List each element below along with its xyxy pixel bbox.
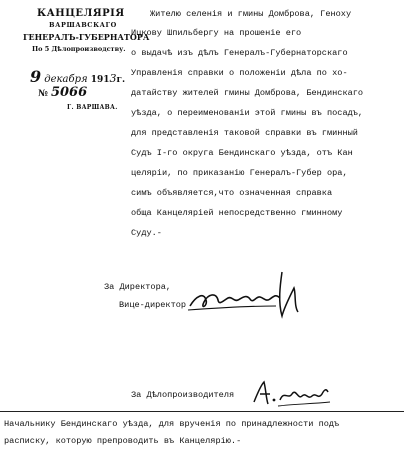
- footer-line: Начальнику Бендинскаго уѣзда, для врученія по принадлежности подъ: [4, 419, 340, 429]
- body-line: Судъ I-го округа Бендинскаго уѣзда, отъ Кан: [131, 148, 353, 158]
- letterhead-warsaw: ВАРШАВСКАГО: [49, 21, 117, 29]
- body-line: Управленія справки о положеніи дѣла по хо-: [131, 68, 348, 78]
- body-line: для представленія таковой справки въ гминный: [131, 128, 358, 138]
- number-value: 5066: [50, 85, 88, 100]
- vice-director-label: Вице-директор: [119, 300, 187, 310]
- clerk-label: За Дѣлопроизводителя: [131, 390, 235, 400]
- separator-line: [0, 411, 404, 412]
- body-line: уѣзда, о переименованіи этой гмины въ посадъ,: [131, 108, 364, 118]
- date-month: декабря: [44, 74, 88, 85]
- letterhead-governor: ГЕНЕРАЛЪ-ГУБЕРНАТОРА: [23, 32, 150, 42]
- body-line: Жителю селенія и гмины Домброва, Геноху: [150, 9, 352, 19]
- letterhead-city: Г. ВАРШАВА.: [67, 104, 118, 111]
- clerk-signature: [250, 376, 334, 410]
- date-year-prefix: 191: [90, 75, 110, 85]
- letterhead-date: 9 декабря 1913г.: [30, 67, 126, 86]
- body-line: датайству жителей гмины Домброва, Бендинскаго: [131, 88, 364, 98]
- letterhead-number: [38, 85, 87, 100]
- footer-line: расписку, которую препроводить въ Канцелярію.-: [4, 436, 242, 446]
- letterhead-office: КАНЦЕЛЯРІЯ: [37, 8, 125, 19]
- date-year-digit: 3: [109, 72, 117, 85]
- director-label: За Директора,: [104, 282, 172, 292]
- number-prefix: №: [38, 89, 48, 99]
- director-signature: [186, 266, 306, 322]
- body-line: симъ объявляется,что означенная справка: [131, 188, 333, 198]
- body-line: о выдачѣ изъ дѣлъ Генералъ-Губернаторскаго: [131, 48, 348, 58]
- body-line: целяріи, по приказанію Генералъ-Губер ора,: [131, 168, 348, 178]
- date-day: 9: [30, 67, 42, 86]
- letterhead-department: По 5 Дѣлопроизводству.: [32, 45, 126, 53]
- body-line: Ицкову Шпильбергу на прошеніе его: [131, 28, 302, 38]
- body-line: обща Канцеляріей непосредственно гминному: [131, 208, 343, 218]
- body-line: Суду.-: [131, 228, 162, 238]
